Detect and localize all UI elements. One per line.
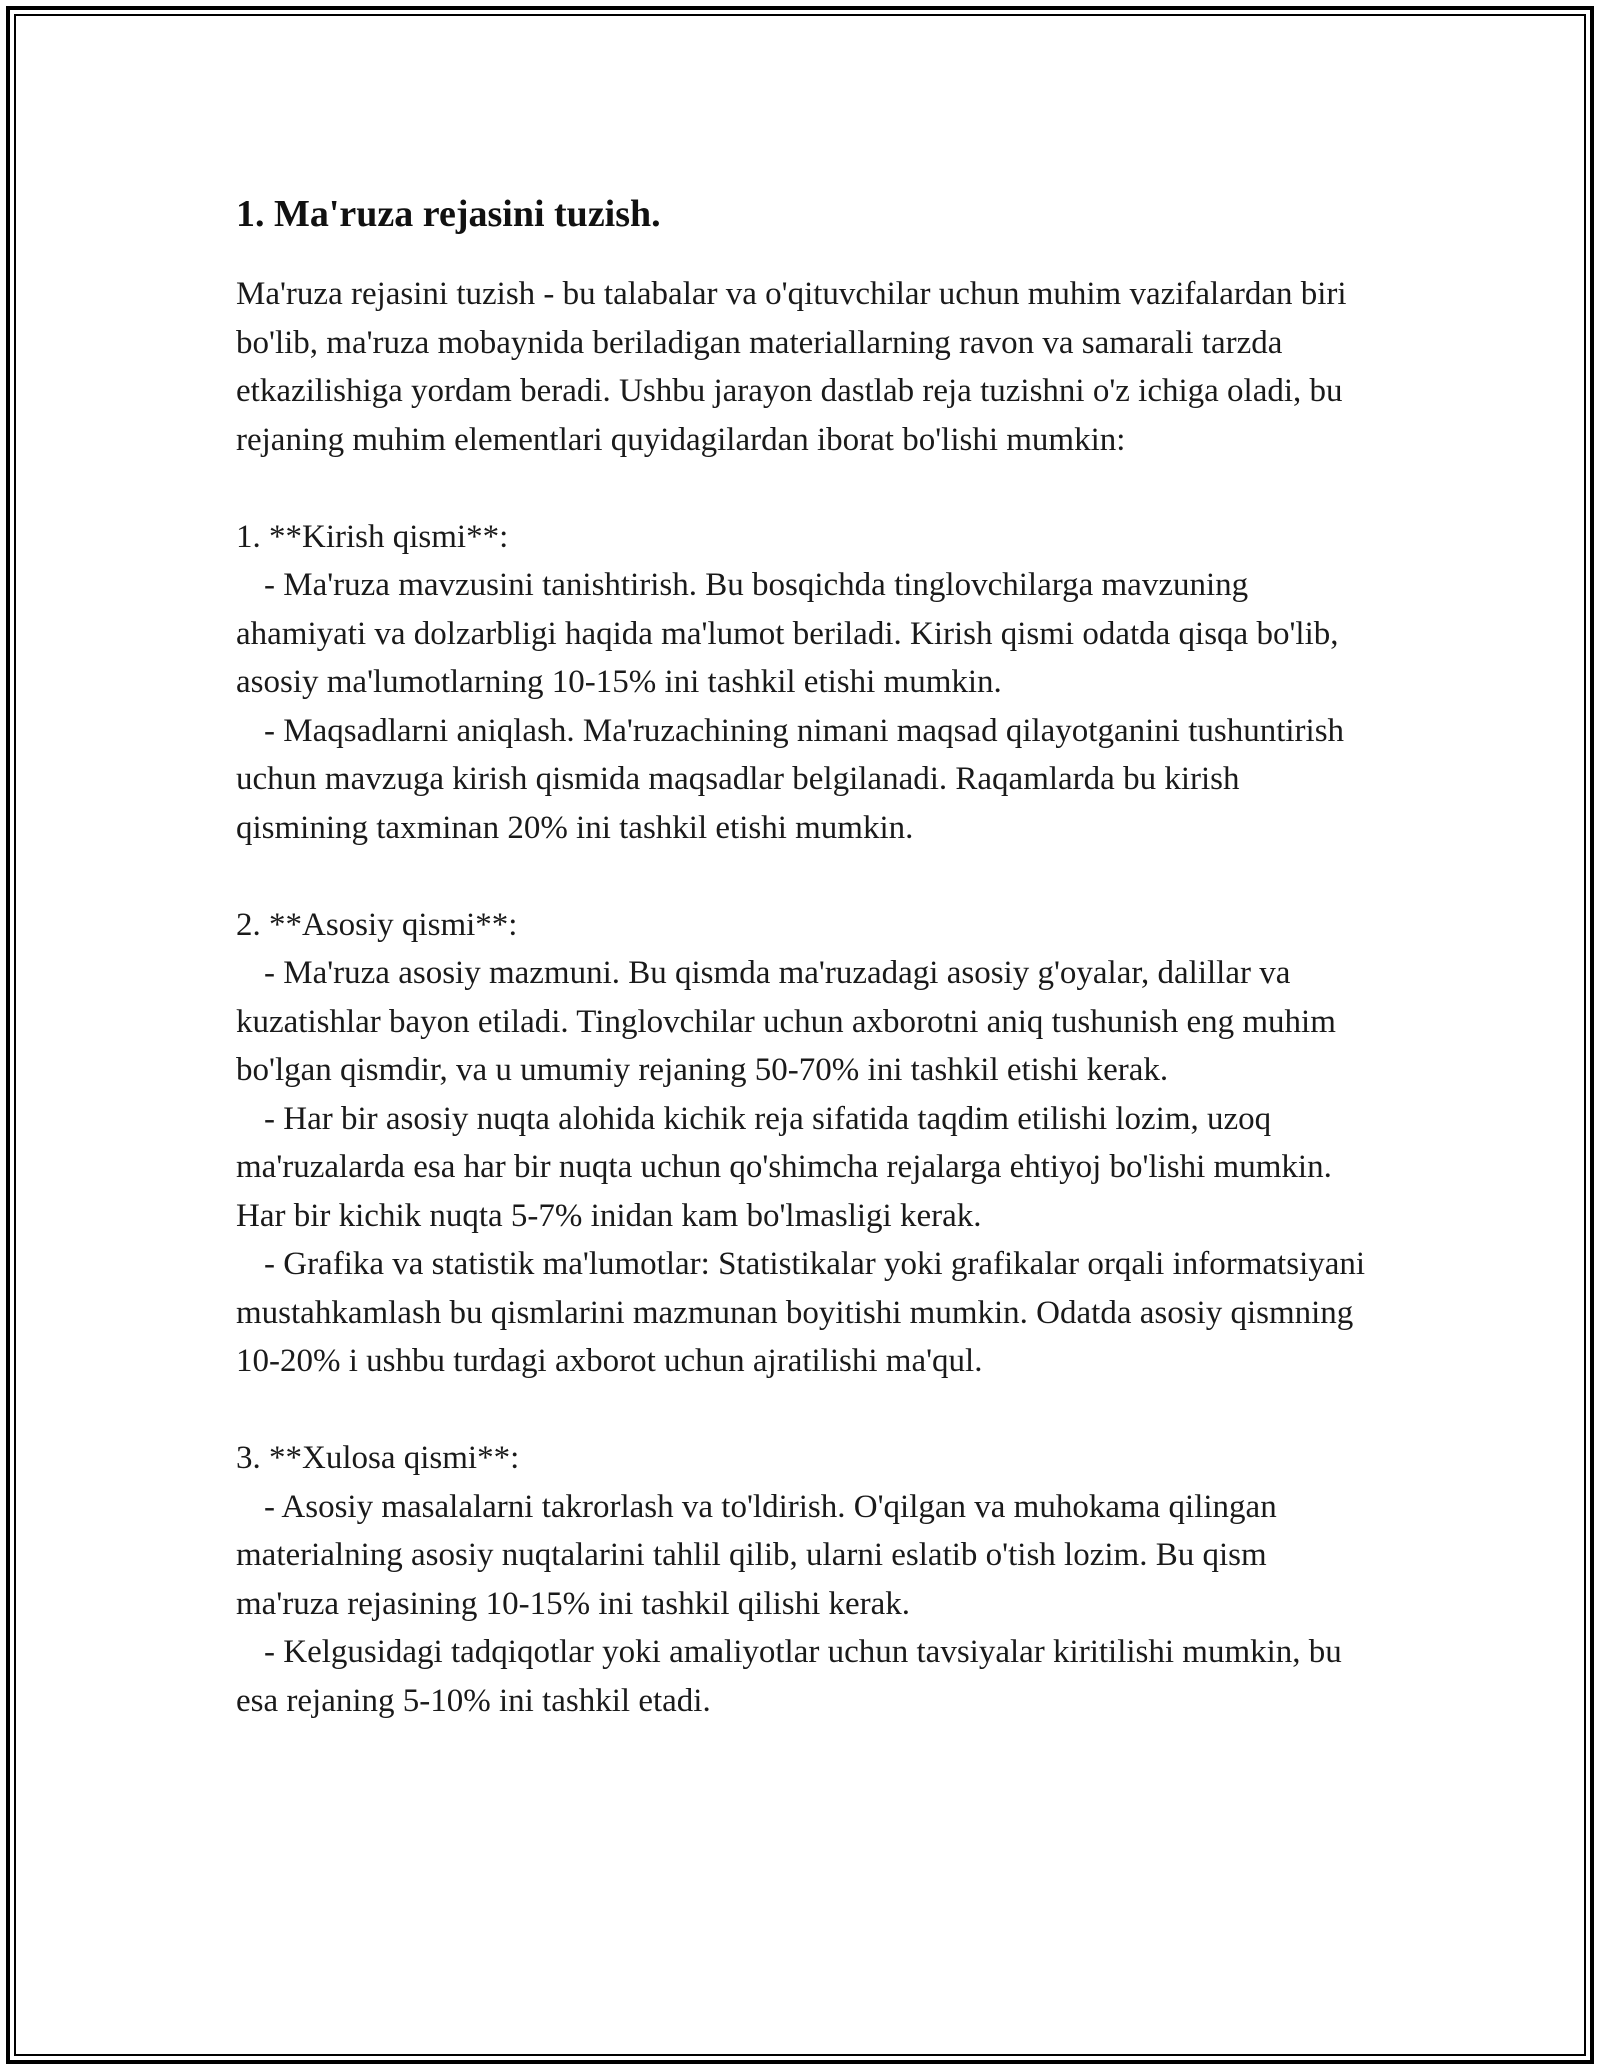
list-item-text: - Har bir asosiy nuqta alohida kichik reja sifatida taqdim etilishi lozim, uzoq ma'ruzalarda esa har bir nuqta uchun qo'shimcha rejalarga ehtiyoj bo'lishi mumkin. Har bir kichik nuqta 5-7% inidan kam bo'lmasligi kerak. xyxy=(236,1100,1332,1234)
list-item xyxy=(236,1483,1376,1629)
list-item-text: - Kelgusidagi tadqiqotlar yoki amaliyotlar uchun tavsiyalar kiritilishi mumkin, bu esa rejaning 5-10% ini tashkil etadi. xyxy=(236,1634,1342,1719)
intro-paragraph: Ma'ruza rejasini tuzish - bu talabalar va o'qituvchilar uchun muhim vazifalardan biri bo'lib, ma'ruza mobaynida beriladigan materiallarning ravon va samarali tarzda etkazilishiga yordam beradi. Ushbu jarayon dastlab reja tuzishni o'z ichiga oladi, bu rejaning muhim elementlari quyidagilardan iborat bo'lishi mumkin: xyxy=(236,276,1347,458)
list-item-text: - Asosiy masalalarni takrorlash va to'ldirish. O'qilgan va muhokama qilingan materialning asosiy nuqtalarini tahlil qilib, ularni eslatib o'tish lozim. Bu qism ma'ruza rejasining 10-15% ini tashkil qilishi kerak. xyxy=(236,1488,1277,1622)
list-item-text: - Maqsadlarni aniqlash. Ma'ruzachining nimani maqsad qilayotganini tushuntirish uchun mavzuga kirish qismida maqsadlar belgilanadi. Raqamlarda bu kirish qismining taxminan 20% ini tashkil etishi mumkin. xyxy=(236,712,1345,846)
section-kirish xyxy=(236,513,1376,853)
section-heading: 1. **Kirish qismi**: xyxy=(236,518,509,555)
list-item xyxy=(236,1628,1376,1725)
list-item xyxy=(236,561,1376,707)
list-item xyxy=(236,949,1376,1095)
section-heading: 3. **Xulosa qismi**: xyxy=(236,1440,520,1476)
list-item-text: - Ma'ruza mavzusini tanishtirish. Bu bosqichda tinglovchilarga mavzuning ahamiyati va dolzarbligi haqida ma'lumot beriladi. Kirish qismi odatda qisqa bo'lib, asosiy ma'lumotlarning 10-15% ini tashkil etishi mumkin. xyxy=(236,567,1339,700)
section-xulosa xyxy=(236,1434,1376,1725)
section-heading: 2. **Asosiy qismi**: xyxy=(236,906,518,943)
list-item xyxy=(236,707,1376,853)
list-item-text: - Ma'ruza asosiy mazmuni. Bu qismda ma'ruzadagi asosiy g'oyalar, dalillar va kuzatishlar bayon etiladi. Tinglovchilar uchun axborotni aniq tushunish eng muhim bo'lgan qismdir, va u umumiy rejaning 50-70% ini tashkil etishi kerak. xyxy=(236,955,1336,1088)
list-item xyxy=(236,1095,1376,1241)
section-asosiy xyxy=(236,901,1376,1386)
list-item-text: - Grafika va statistik ma'lumotlar: Statistikalar yoki grafikalar orqali informatsiyani mustahkamlash bu qismlarini mazmunan boyitishi mumkin. Odatda asosiy qismning 10-20% i ushbu turdagi axborot uchun ajratilishi ma'qul. xyxy=(236,1246,1366,1379)
document-body xyxy=(236,186,1376,1725)
document-title: 1. Ma'ruza rejasini tuzish. xyxy=(236,193,661,235)
list-item xyxy=(236,1240,1376,1386)
